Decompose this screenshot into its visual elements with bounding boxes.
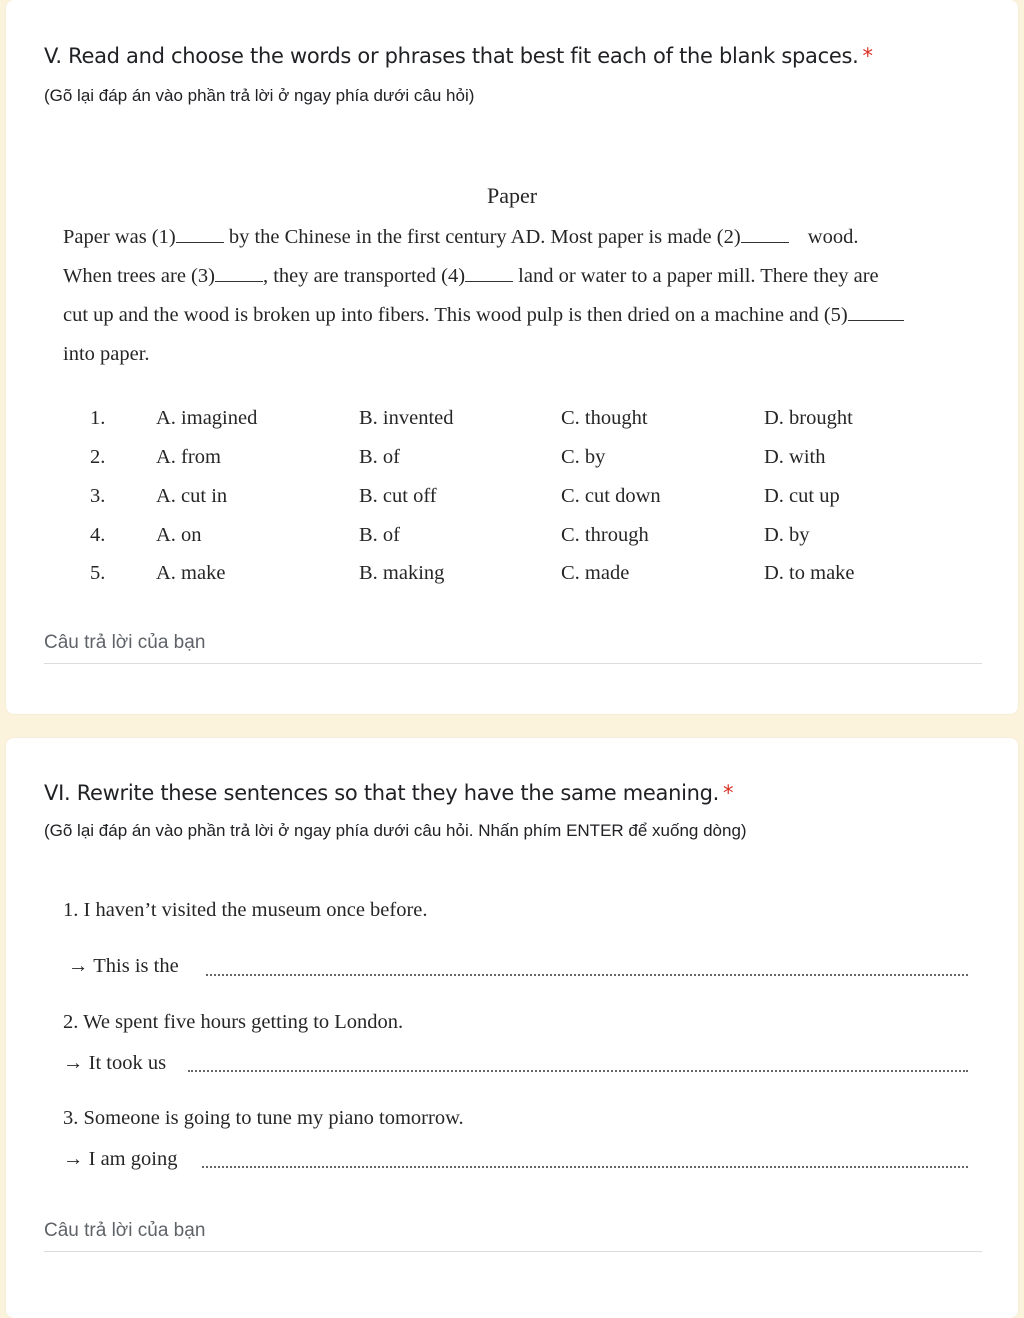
option-d: D. brought	[764, 407, 853, 429]
answer-input[interactable]: Câu trả lời của bạn	[44, 632, 206, 653]
passage-line-4: into paper.	[63, 343, 150, 365]
passage-text: Paper was (1)	[63, 226, 176, 248]
option-b: B. of	[359, 524, 400, 546]
option-number: 3.	[90, 485, 106, 507]
passage-text: , they are transported (4)	[262, 265, 466, 287]
passage-title: Paper	[486, 183, 538, 208]
answer-underline	[44, 1251, 982, 1252]
question-card-6	[6, 738, 1018, 1318]
blank-5	[848, 304, 904, 321]
option-d: D. with	[764, 446, 826, 468]
option-a: A. from	[156, 446, 221, 468]
option-number: 2.	[90, 446, 106, 468]
rewrite-prompt: → I am going	[63, 1148, 178, 1170]
passage-line-2	[63, 265, 965, 288]
passage-text: cut up and the wood is broken up into fibers. This wood pulp is then dried on a machine and (5)	[63, 304, 848, 326]
question-title-text: VI. Rewrite these sentences so that they have the same meaning.	[44, 781, 720, 805]
blank-4	[465, 265, 513, 282]
option-c: C. made	[561, 562, 630, 584]
option-d: D. cut up	[764, 485, 840, 507]
question-card-5	[6, 0, 1018, 714]
option-b: B. of	[359, 446, 400, 468]
option-number: 4.	[90, 524, 106, 546]
exercise-sentence: 2. We spent five hours getting to London.	[63, 1011, 404, 1033]
dotted-line	[188, 1070, 968, 1072]
option-a: A. make	[156, 562, 226, 584]
answer-underline	[44, 663, 982, 664]
option-d: D. to make	[764, 562, 855, 584]
option-b: B. making	[359, 562, 445, 584]
option-c: C. cut down	[561, 485, 661, 507]
passage-text: wood.	[802, 226, 859, 248]
option-number: 5.	[90, 562, 106, 584]
question-instruction: (Gõ lại đáp án vào phần trả lời ở ngay phía dưới câu hỏi)	[44, 86, 475, 105]
exercise-sentence: 3. Someone is going to tune my piano tomorrow.	[63, 1107, 464, 1129]
option-b: B. invented	[359, 407, 454, 429]
blank-2	[741, 226, 789, 243]
rewrite-prompt: → It took us	[63, 1052, 167, 1074]
option-d: D. by	[764, 524, 810, 546]
option-b: B. cut off	[359, 485, 437, 507]
question-title-text: V. Read and choose the words or phrases that best fit each of the blank spaces.	[44, 44, 859, 68]
option-a: A. cut in	[156, 485, 228, 507]
required-asterisk: *	[723, 781, 734, 805]
passage-line-1	[63, 226, 965, 249]
required-asterisk: *	[862, 44, 873, 68]
option-c: C. through	[561, 524, 649, 546]
answer-input[interactable]: Câu trả lời của bạn	[44, 1220, 206, 1241]
option-a: A. imagined	[156, 407, 258, 429]
option-a: A. on	[156, 524, 202, 546]
option-number: 1.	[90, 407, 106, 429]
passage-text: When trees are (3)	[63, 265, 215, 287]
passage-text: land or water to a paper mill. There they are	[513, 265, 879, 287]
blank-3	[215, 265, 263, 282]
rewrite-prompt: → This is the	[68, 955, 179, 977]
question-title	[44, 781, 733, 805]
exercise-sentence: 1. I haven’t visited the museum once before.	[63, 899, 428, 921]
option-c: C. thought	[561, 407, 648, 429]
question-title	[44, 44, 873, 68]
blank-1	[176, 226, 224, 243]
dotted-line	[202, 1166, 968, 1168]
passage-line-3	[63, 304, 965, 327]
question-instruction: (Gõ lại đáp án vào phần trả lời ở ngay phía dưới câu hỏi. Nhấn phím ENTER để xuống dòng)	[44, 821, 747, 840]
option-c: C. by	[561, 446, 606, 468]
passage-text: by the Chinese in the first century AD. Most paper is made (2)	[223, 226, 741, 248]
dotted-line	[206, 974, 968, 976]
